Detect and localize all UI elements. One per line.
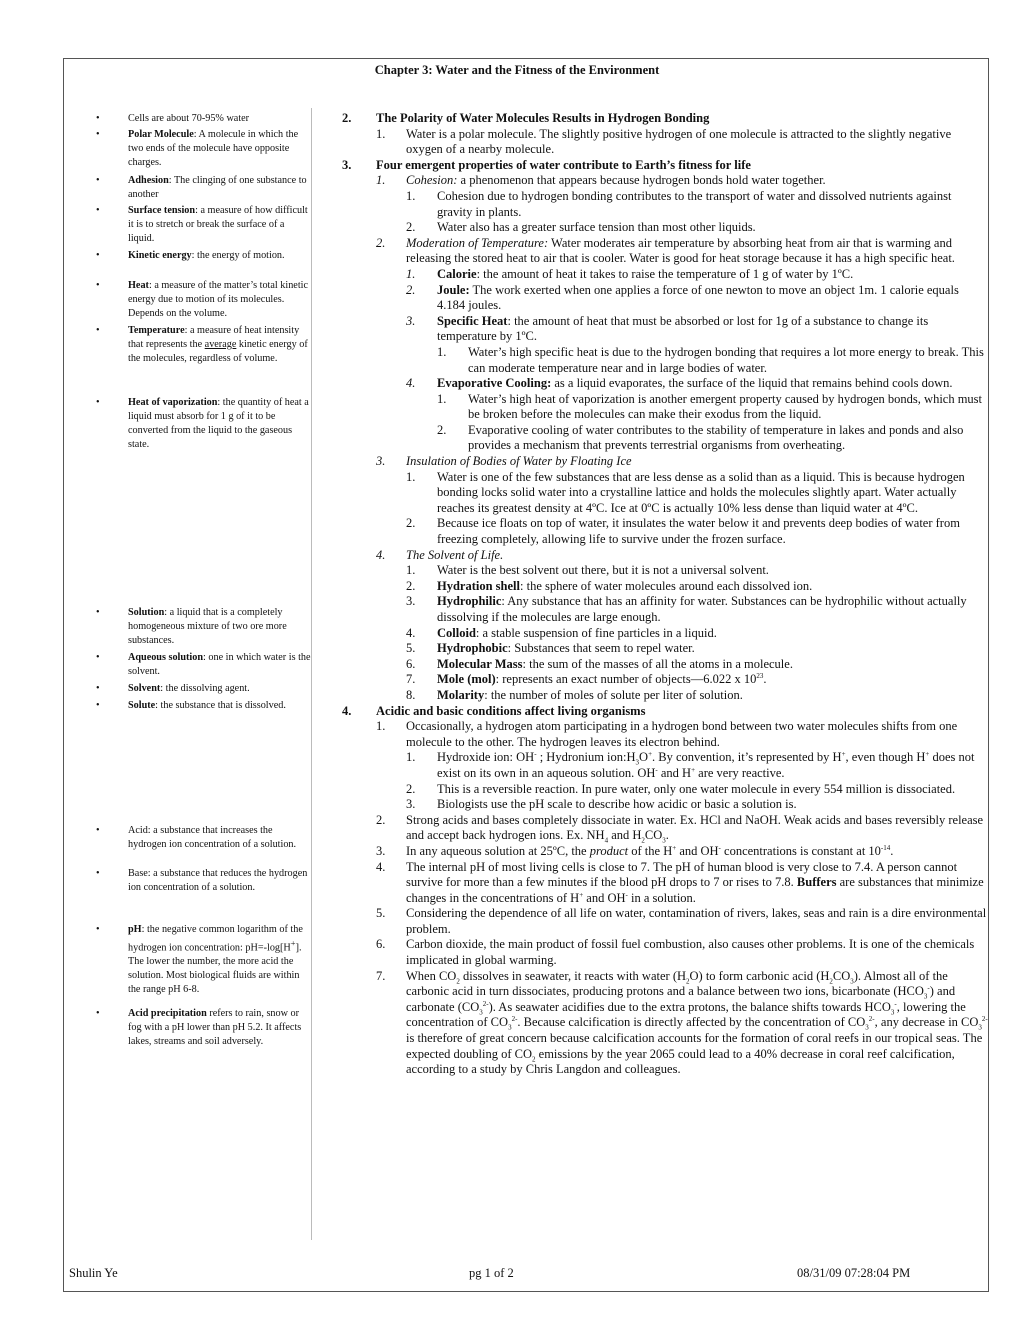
bullet-marker: • [96, 250, 100, 261]
outline-text: and H [608, 828, 642, 843]
outline-item [342, 563, 988, 579]
outline-number: 5. [376, 906, 386, 921]
outline-text: When CO [406, 968, 457, 983]
outline-text: : the amount of heat it takes to raise the temperature of 1 g of water by 1ºC. [476, 266, 854, 281]
definition-item [96, 112, 312, 126]
outline-text: Because ice floats on top of water, it insulates the water below it and prevents deep bodies of water from freezing completely, allowing life to survive under the frozen surface. [437, 516, 960, 547]
outline-text: of the H [628, 843, 673, 858]
outline-item [342, 657, 988, 673]
outline-text: Evaporative cooling of water contributes to the stability of temperature in lakes and ponds and also provides a mechanism that prevents terrestrial organisms from overheating. [468, 422, 964, 453]
bullet-marker: • [96, 205, 100, 216]
bold-text: Specific Heat [437, 313, 508, 328]
italic-text: Insulation of Bodies of Water by Floating Ice [406, 454, 632, 469]
outline-number: 3. [342, 157, 352, 172]
outline-item [342, 782, 988, 798]
outline-item [342, 283, 988, 314]
outline-item [342, 236, 988, 267]
outline-text: . [665, 828, 669, 843]
subscript: 3 [662, 836, 666, 845]
outline-item [342, 470, 988, 517]
outline-number: 3. [376, 454, 386, 469]
definition-item [96, 174, 312, 202]
outline-number: 6. [406, 656, 416, 671]
bullet-marker: • [96, 868, 100, 879]
outline-number: 4. [376, 547, 386, 562]
definition-text: : one in which water is the solvent. [128, 652, 311, 677]
outline-number: 1. [406, 563, 416, 578]
outline-number: 2. [376, 235, 386, 250]
definition-text: Acid: a substance that increases the hydrogen ion concentration of a solution. [128, 825, 297, 850]
definition-term: Temperature [128, 325, 185, 336]
outline-text: O) to form carbonic acid (H [689, 968, 830, 983]
footer-author: Shulin Ye [69, 1266, 118, 1280]
subscript: 3 [978, 1023, 982, 1032]
definition-text: : the dissolving agent. [160, 683, 250, 694]
outline-text: , lowering the concentration of CO [406, 999, 966, 1030]
outline-item [342, 158, 988, 174]
outline-number: 3. [406, 797, 416, 812]
definition-item [96, 279, 312, 321]
superscript: + [691, 765, 696, 774]
definition-text: : a measure of heat intensity that represents the [128, 325, 300, 350]
outline-text: and OH [676, 843, 719, 858]
definition-text: : a liquid that is a completely homogeneous mixture of two ore more substances. [128, 607, 287, 646]
outline-number: 6. [376, 937, 386, 952]
italic-text: The Solvent of Life. [406, 547, 504, 562]
outline-item [342, 641, 988, 657]
definition-text: Base: a substance that reduces the hydrogen ion concentration of a solution. [128, 868, 308, 893]
definition-text: : a measure of the matter’s total kinetic energy due to motion of its molecules. Depends on the volume. [128, 280, 309, 319]
superscript: 2- [981, 1015, 988, 1024]
outline-text: Strong acids and bases completely dissociate in water. Ex. HCl and NaOH. Weak acids and bases reversibly release and accept back hydrogen ions. Ex. NH [406, 812, 984, 843]
bold-text: Calorie [437, 266, 477, 281]
bullet-marker: • [96, 397, 100, 408]
outline-item [342, 267, 988, 283]
outline-text: Carbon dioxide, the main product of fossil fuel combustion, also causes other problems. It is one of the chemicals implicated in global warming. [406, 937, 975, 968]
definition-text: : a measure of how difficult it is to stretch or break the surface of a liquid. [128, 205, 308, 244]
superscript: - [927, 984, 930, 993]
outline-item [342, 127, 988, 158]
outline-text: ) and carbonate (CO [406, 984, 956, 1014]
bullet-marker: • [96, 129, 100, 140]
definition-text: ]. The lower the number, the more acid the solution. Most biological fluids are within the range pH 6-8. [128, 942, 302, 996]
bullet-marker: • [96, 1008, 100, 1019]
outline-item [342, 719, 988, 750]
outline-number: 7. [376, 968, 386, 983]
outline-number: 4. [376, 859, 386, 874]
outline-text: : Any substance that has an affinity for water. Substances can be hydrophilic without actually dissolving if the molecules are large enough. [437, 594, 967, 624]
bold-text: Molecular Mass [437, 656, 523, 671]
definition-term: pH [128, 924, 142, 935]
outline-number: 4. [342, 703, 352, 718]
definition-item [96, 128, 312, 170]
bullet-marker: • [96, 607, 100, 618]
outline-number: 2. [406, 220, 416, 235]
outline-number: 3. [406, 594, 416, 609]
outline-item [342, 314, 988, 345]
outline-number: 1. [406, 266, 416, 281]
outline-number: 1. [376, 126, 386, 141]
definition-term: Polar Molecule [128, 129, 194, 140]
bullet-marker: • [96, 700, 100, 711]
outline-text: Water is one of the few substances that are less dense as a solid than as a liquid. This is because hydrogen bonding locks solid water into a crystalline lattice and holds the molecules slightly apart. Water actually reaches its greatest density at 4ºC. Ice at 0ºC is actually 10% less dense than liquid water at 4ºC. [437, 469, 965, 515]
outline-number: 4. [406, 376, 416, 391]
definition-term: Heat [128, 280, 149, 291]
outline-item [342, 392, 988, 423]
outline-item [342, 111, 988, 127]
outline-text: Water’s high heat of vaporization is another emergent property caused by hydrogen bonds, which must be broken before the molecules can make their exodus from the liquid. [468, 391, 983, 422]
outline-item [342, 844, 988, 860]
definition-text: : A molecule in which the two ends of the molecule have opposite charges. [128, 129, 299, 168]
italic-text: Cohesion: [406, 173, 458, 188]
definition-item [96, 867, 312, 895]
bullet-marker: • [96, 924, 100, 935]
outline-text: , any decrease in CO [874, 1015, 979, 1030]
definition-text: : the energy of motion. [191, 250, 285, 261]
definition-term: Aqueous solution [128, 652, 204, 663]
outline-item [342, 548, 988, 564]
outline-text: dissolves in seawater, it reacts with water (H [459, 968, 687, 983]
outline-item [342, 594, 988, 625]
outline-text: Water’s high specific heat is due to the hydrogen bonding that requires a lot more energy to break. This can moderate temperature near and in large bodies of water. [468, 344, 984, 375]
definition-item [96, 699, 312, 713]
definition-item [96, 1007, 312, 1049]
bold-text: Hydrophilic [437, 594, 502, 609]
outline-number: 2. [376, 812, 386, 827]
outline-number: 1. [437, 344, 447, 359]
subscript: 3 [635, 758, 640, 767]
outline-text: are very reactive. [695, 765, 785, 780]
outline-text: and H [657, 765, 692, 780]
definition-text: refers to rain, snow or fog with a pH lower than pH 5.2. It affects lakes, streams and soil adversely. [128, 1008, 302, 1047]
outline-number: 2. [406, 282, 416, 297]
outline-text: are substances that minimize changes in the concentrations of H [406, 875, 984, 905]
bold-text: Acidic and basic conditions affect living organisms [376, 703, 646, 718]
superscript: - [655, 765, 658, 774]
outline-text: Considering the dependence of all life on water, contamination of rivers, lakes, seas and rain is a dire environmental problem. [406, 906, 987, 936]
bullet-marker: • [96, 280, 100, 291]
bold-text: Four emergent properties of water contribute to Earth’s fitness for life [376, 157, 751, 172]
outline-text: CO [832, 968, 851, 983]
outline-item [342, 704, 988, 720]
outline-item [342, 797, 988, 813]
definition-item [96, 682, 312, 696]
outline-text: is therefore of great concern because calcification accounts for the formation of coral reefs in our tropical seas. The expected doubling of CO [406, 1031, 983, 1061]
outline-text: The internal pH of most living cells is close to 7. The pH of human blood is very close to 7.4. A person cannot survive for more than a few minutes if the blood pH drops to 7 or rises to 7.8. [406, 859, 958, 890]
subscript: 3 [923, 992, 928, 1001]
outline-text: emissions by the year 2065 could lead to a 40% decrease in coral reef calcification, according to a study by Chris Langdon and colleagues. [406, 1046, 955, 1077]
subscript: 3 [890, 1008, 895, 1017]
definition-term: Surface tension [128, 205, 196, 216]
outline-item [342, 969, 988, 1078]
outline-number: 1. [406, 469, 416, 484]
superscript: - [534, 750, 537, 759]
outline-item [342, 345, 988, 376]
outline-text: Water is a polar molecule. The slightly positive hydrogen of one molecule is attracted to the slightly negative oxygen of a nearby molecule. [406, 126, 952, 157]
definition-text: : the quantity of heat a liquid must absorb for 1 g of it to be converted from the liquid to the gaseous state. [128, 397, 309, 450]
outline-text: Cohesion due to hydrogen bonding contributes to the transport of water and dissolved nutrients against gravity in plants. [437, 188, 952, 219]
definition-term: Adhesion [128, 175, 169, 186]
outline-number: 2. [406, 516, 416, 531]
outline-text: and OH [583, 890, 626, 905]
outline-text: O [639, 750, 649, 765]
outline-number: 2. [437, 422, 447, 437]
italic-text: product [589, 843, 629, 858]
definition-item [96, 396, 312, 452]
outline-item [342, 189, 988, 220]
outline-text: Water also has a greater surface tension than most other liquids. [437, 220, 756, 235]
outline-text: ). As seawater acidifies due to the extra protons, the balance shifts towards HCO [488, 999, 891, 1014]
subscript: 3 [508, 1023, 512, 1032]
outline-item [342, 672, 988, 688]
definition-item [96, 249, 312, 263]
superscript: + [579, 890, 584, 899]
footer-timestamp: 08/31/09 07:28:04 PM [797, 1266, 911, 1280]
superscript: 2- [482, 999, 489, 1008]
subscript: 2 [829, 977, 833, 986]
subscript: 2 [641, 836, 645, 845]
subscript: 3 [479, 1008, 483, 1017]
outline-text: . [763, 672, 767, 687]
bold-text: Buffers [796, 875, 837, 890]
outline-item [342, 579, 988, 595]
main-outline [342, 111, 988, 1078]
subscript: 3 [865, 1023, 869, 1032]
outline-number: 3. [376, 843, 386, 858]
outline-text: : represents an exact number of objects—6.022 x 10 [495, 672, 757, 687]
outline-text: a phenomenon that appears because hydrogen bonds hold water together. [457, 173, 826, 188]
superscript: + [648, 750, 653, 759]
page-title: Chapter 3: Water and the Fitness of the Environment [374, 63, 660, 77]
outline-text: , even though H [845, 750, 926, 765]
bold-text: The Polarity of Water Molecules Results in Hydrogen Bonding [376, 111, 710, 125]
subscript: 3 [850, 977, 854, 986]
subscript: 2 [456, 977, 460, 986]
outline-text: : a stable suspension of fine particles in a liquid. [475, 625, 717, 640]
definition-text: : the substance that is dissolved. [155, 700, 286, 711]
outline-item [342, 813, 988, 844]
outline-number: 8. [406, 687, 416, 702]
outline-text: In any aqueous solution at 25ºC, the [406, 843, 590, 858]
outline-number: 1. [406, 750, 416, 765]
outline-number: 2. [406, 578, 416, 593]
definition-item [96, 923, 312, 997]
outline-text: : the amount of heat that must be absorbed or lost for 1g of a substance to change its temperature by 1ºC. [437, 313, 929, 344]
superscript: 2- [868, 1015, 875, 1024]
subscript: 2 [532, 1055, 536, 1064]
outline-text: . [890, 843, 894, 858]
superscript: + [925, 750, 930, 759]
definition-term: Kinetic energy [128, 250, 192, 261]
outline-text: : the sum of the masses of all the atoms in a molecule. [522, 656, 793, 671]
bold-text: Molarity [437, 687, 485, 702]
definition-item [96, 824, 312, 852]
outline-text: concentrations is constant at 10 [720, 843, 881, 858]
definition-item [96, 324, 312, 366]
outline-text: Hydroxide ion: OH [437, 750, 535, 765]
outline-text: : Substances that seem to repel water. [507, 641, 695, 656]
bold-text: Hydrophobic [437, 641, 508, 656]
outline-number: 2. [406, 781, 416, 796]
outline-number: 7. [406, 672, 416, 687]
outline-item [342, 860, 988, 907]
footer-page-number: pg 1 of 2 [469, 1266, 514, 1280]
outline-item [342, 220, 988, 236]
subscript: 2 [686, 977, 690, 986]
definition-item [96, 651, 312, 679]
bold-text: Colloid [437, 625, 476, 640]
definition-item [96, 204, 312, 246]
outline-text: : the sphere of water molecules around each dissolved ion. [520, 578, 813, 593]
superscript: + [672, 843, 677, 852]
outline-number: 1. [376, 719, 386, 734]
superscript: - [625, 890, 628, 899]
definition-term: Acid precipitation [128, 1008, 207, 1019]
outline-item [342, 516, 988, 547]
outline-number: 5. [406, 641, 416, 656]
bullet-marker: • [96, 825, 100, 836]
outline-item [342, 906, 988, 937]
outline-number: 1. [406, 188, 416, 203]
subscript: 4 [604, 836, 609, 845]
outline-text: The work exerted when one applies a force of one newton to move an object 1m. 1 calorie equals 4.184 joules. [437, 282, 959, 313]
outline-text: : the number of moles of solute per liter of solution. [484, 687, 743, 702]
definition-item [96, 606, 312, 648]
outline-text: Water moderates air temperature by absorbing heat from air that is warming and releasing the stored heat to air that is cooler. Water is good for heat storage because it has a high specific heat. [406, 235, 955, 266]
superscript: 2- [511, 1015, 518, 1024]
bold-text: Hydration shell [437, 578, 520, 593]
outline-text: in a solution. [627, 890, 696, 905]
outline-number: 4. [406, 625, 416, 640]
definition-text: Cells are about 70-95% water [128, 113, 250, 124]
bullet-marker: • [96, 175, 100, 186]
bullet-marker: • [96, 683, 100, 694]
superscript: - [894, 999, 897, 1008]
outline-text: Biologists use the pH scale to describe how acidic or basic a solution is. [437, 797, 797, 812]
definition-text: : The clinging of one substance to another [128, 175, 307, 200]
bold-text: Mole (mol) [437, 672, 496, 687]
outline-text: CO [644, 828, 663, 843]
outline-item [342, 626, 988, 642]
bullet-marker: • [96, 113, 100, 124]
definition-text: kinetic energy of the molecules, regardless of volume. [128, 338, 308, 364]
outline-item [342, 454, 988, 470]
superscript: + [290, 937, 296, 948]
outline-text: . By convention, it’s represented by H [652, 750, 842, 765]
superscript: + [841, 750, 846, 759]
superscript: - [718, 843, 721, 852]
outline-text: . Because calcification is directly affected by the concentration of CO [517, 1015, 866, 1030]
definition-emphasis: average [204, 338, 237, 350]
outline-text: Occasionally, a hydrogen atom participating in a hydrogen bond between two water molecules shifts from one molecule to the other. The hydrogen leaves its electron behind. [406, 719, 958, 749]
outline-text: ; Hydronium ion:H [536, 750, 636, 765]
outline-text: ). Almost all of the carbonic acid in turn dissociates, producing protons and a balance between two ions, bicarbonate (HCO [406, 968, 948, 999]
superscript: 23 [756, 672, 764, 681]
outline-item [342, 376, 988, 392]
bold-text: Joule: [437, 282, 470, 297]
bullet-marker: • [96, 325, 100, 336]
outline-item [342, 937, 988, 968]
outline-item [342, 173, 988, 189]
definition-term: Heat of vaporization [128, 397, 218, 408]
outline-item [342, 688, 988, 704]
outline-number: 1. [437, 391, 447, 406]
bold-text: Evaporative Cooling: [437, 376, 552, 391]
italic-text: Moderation of Temperature: [406, 235, 549, 250]
definition-text: : the negative common logarithm of the hydrogen ion concentration: pH=-log[H [128, 924, 303, 954]
outline-number: 2. [342, 111, 352, 125]
definition-term: Solution [128, 607, 165, 618]
outline-item [342, 750, 988, 781]
outline-number: 1. [376, 173, 386, 188]
definition-term: Solute [128, 700, 156, 711]
bullet-marker: • [96, 652, 100, 663]
outline-item [342, 423, 988, 454]
outline-text: does not exist on its own in an aqueous solution. OH [437, 750, 975, 780]
outline-text: Water is the best solvent out there, but it is not a universal solvent. [437, 563, 769, 578]
outline-text: as a liquid evaporates, the surface of the liquid that remains behind cools down. [551, 376, 953, 391]
definition-term: Solvent [128, 683, 161, 694]
outline-number: 3. [406, 313, 416, 328]
outline-text: This is a reversible reaction. In pure water, only one water molecule in every 554 million is dissociated. [437, 781, 956, 796]
superscript: -14 [880, 843, 891, 852]
